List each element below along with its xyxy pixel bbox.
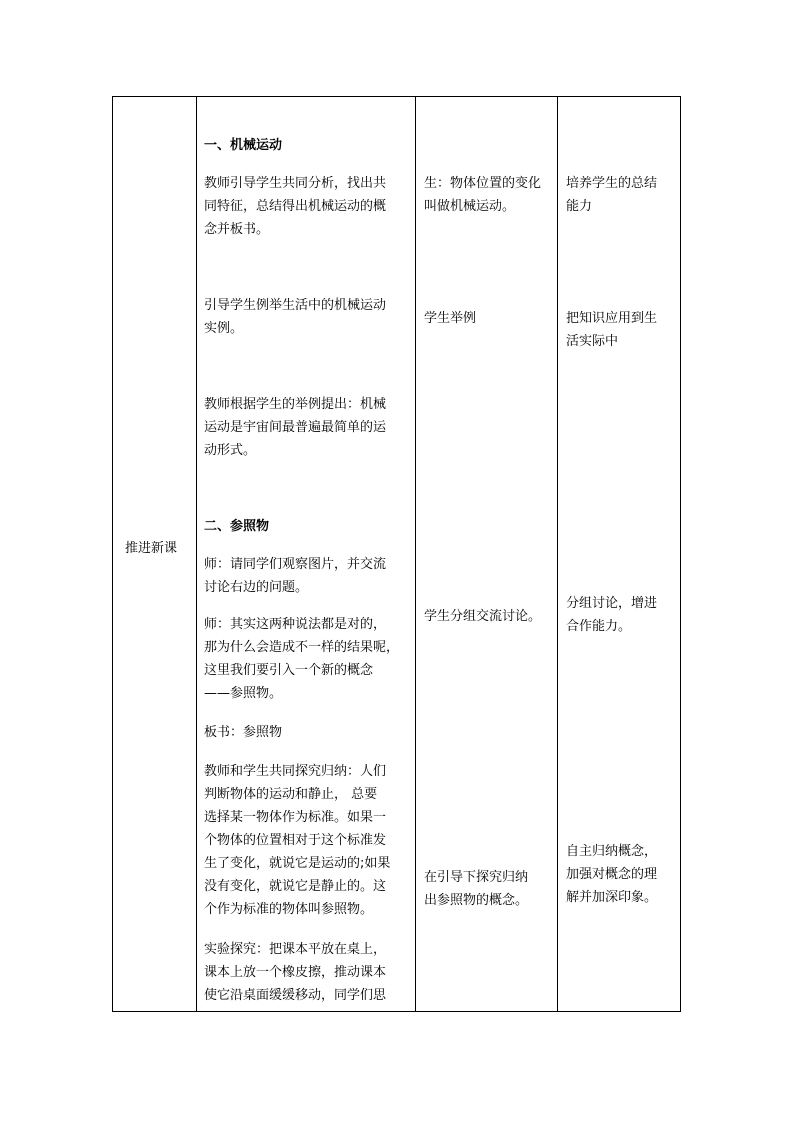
- purpose-line: 活实际中: [566, 334, 619, 349]
- content-line: ——参照物。: [204, 686, 283, 701]
- purpose-line: 把知识应用到生: [566, 311, 658, 326]
- content-line: 生了变化，就说它是运动的;如果: [204, 856, 391, 871]
- purpose-line: 解并加深印象。: [566, 890, 658, 905]
- section-heading-reference-object: 二、参照物: [204, 519, 270, 534]
- purpose-line: 自主归纳概念，: [566, 844, 658, 859]
- content-line: 念并板书。: [204, 222, 270, 237]
- purpose-line: 培养学生的总结: [566, 176, 658, 191]
- column-divider: [415, 97, 416, 1011]
- purpose-line: 能力: [566, 199, 593, 214]
- row-label: 推进新课: [125, 541, 178, 556]
- student-line: 出参照物的概念。: [424, 893, 529, 908]
- column-divider: [196, 97, 197, 1011]
- content-line: 个物体的位置相对于这个标准发: [204, 833, 387, 848]
- content-line: 实例。: [204, 321, 244, 336]
- content-line: 引导学生例举生活中的机械运动: [204, 298, 387, 313]
- column-divider: [557, 97, 558, 1011]
- content-line: 使它沿桌面缓缓移动，同学们思: [204, 988, 387, 1003]
- content-line: 实验探究：把课本平放在桌上，: [204, 942, 387, 957]
- section-heading-mechanical-motion: 一、机械运动: [204, 138, 283, 153]
- content-line: 师：请同学们观察图片，并交流: [204, 557, 387, 572]
- purpose-line: 加强对概念的理: [566, 867, 658, 882]
- content-line: 讨论右边的问题。: [204, 580, 309, 595]
- content-line: 那为什么会造成不一样的结果呢，: [204, 640, 400, 655]
- content-line: 判断物体的运动和静止， 总要: [204, 787, 378, 802]
- student-line: 学生举例: [424, 311, 477, 326]
- purpose-line: 合作能力。: [566, 619, 632, 634]
- content-line: 个作为标准的物体叫参照物。: [204, 902, 374, 917]
- content-line: 师：其实这两种说法都是对的，: [204, 617, 387, 632]
- content-line: 没有变化，就说它是静止的。这: [204, 879, 387, 894]
- content-line: 教师和学生共同探究归纳：人们: [204, 764, 387, 779]
- content-line: 动形式。: [204, 443, 257, 458]
- student-line: 在引导下探究归纳: [424, 870, 529, 885]
- content-line: 教师引导学生共同分析，找出共: [204, 176, 387, 191]
- content-line: 同特征，总结得出机械运动的概: [204, 199, 387, 214]
- purpose-line: 分组讨论，增进: [566, 596, 658, 611]
- content-line: 课本上放一个橡皮擦，推动课本: [204, 965, 387, 980]
- content-line: 教师根据学生的举例提出：机械: [204, 397, 387, 412]
- content-line: 这里我们要引入一个新的概念: [204, 663, 374, 678]
- student-line: 生：物体位置的变化: [424, 176, 542, 191]
- content-line: 板书：参照物: [204, 725, 283, 740]
- student-line: 学生分组交流讨论。: [424, 609, 542, 624]
- content-line: 选择某一物体作为标准。如果一: [204, 810, 387, 825]
- student-line: 叫做机械运动。: [424, 199, 516, 214]
- content-line: 运动是宇宙间最普遍最简单的运: [204, 420, 387, 435]
